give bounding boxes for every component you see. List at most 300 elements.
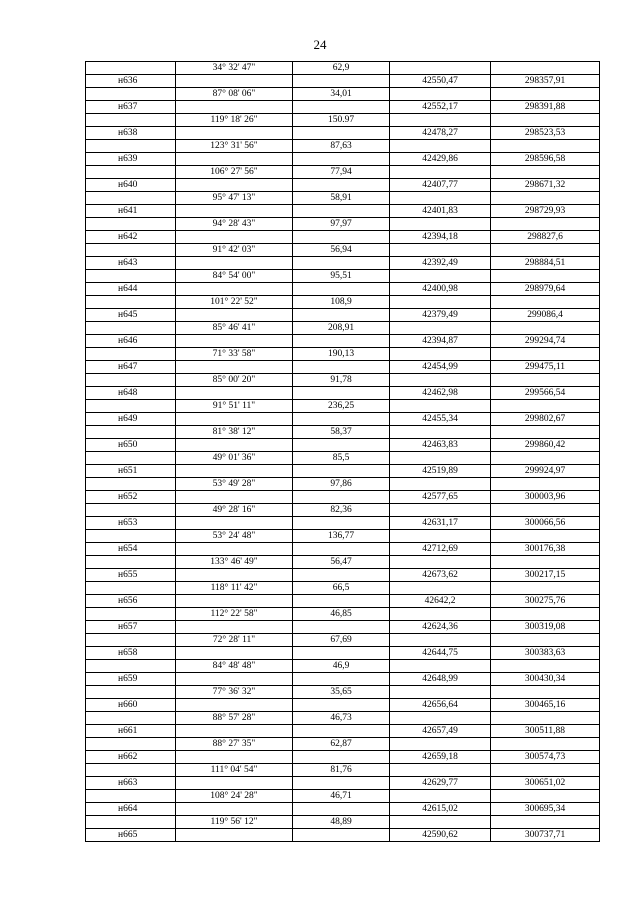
x-coordinate-cell: 42673,62 (390, 569, 491, 582)
x-coordinate-cell: 42429,86 (390, 153, 491, 166)
empty-cell (86, 608, 176, 621)
empty-cell (491, 374, 600, 387)
empty-cell (176, 803, 293, 816)
empty-cell (491, 530, 600, 543)
segment-length-cell: 46,9 (293, 660, 390, 673)
point-name-cell: н659 (86, 673, 176, 686)
segment-row (86, 192, 600, 205)
empty-cell (86, 166, 176, 179)
y-coordinate-cell: 298671,32 (491, 179, 600, 192)
empty-cell (86, 296, 176, 309)
empty-cell (390, 504, 491, 517)
empty-cell (390, 738, 491, 751)
empty-cell (491, 764, 600, 777)
point-row (86, 725, 600, 738)
empty-cell (176, 491, 293, 504)
empty-cell (176, 699, 293, 712)
empty-cell (176, 309, 293, 322)
y-coordinate-cell: 300511,88 (491, 725, 600, 738)
direction-angle-cell: 94° 28' 43" (176, 218, 293, 231)
y-coordinate-cell: 299566,54 (491, 387, 600, 400)
x-coordinate-cell: 42590,62 (390, 829, 491, 842)
point-name-cell: н649 (86, 413, 176, 426)
point-row (86, 231, 600, 244)
point-row (86, 751, 600, 764)
empty-cell (293, 543, 390, 556)
segment-length-cell: 46,85 (293, 608, 390, 621)
y-coordinate-cell: 299475,11 (491, 361, 600, 374)
empty-cell (176, 179, 293, 192)
x-coordinate-cell: 42454,99 (390, 361, 491, 374)
empty-cell (86, 738, 176, 751)
x-coordinate-cell: 42519,89 (390, 465, 491, 478)
x-coordinate-cell: 42392,49 (390, 257, 491, 270)
y-coordinate-cell: 298729,93 (491, 205, 600, 218)
segment-length-cell: 46,73 (293, 712, 390, 725)
point-row (86, 621, 600, 634)
segment-row (86, 296, 600, 309)
y-coordinate-cell: 299924,97 (491, 465, 600, 478)
segment-row (86, 426, 600, 439)
empty-cell (293, 361, 390, 374)
empty-cell (390, 218, 491, 231)
empty-cell (86, 88, 176, 101)
empty-cell (86, 322, 176, 335)
coordinates-table (85, 61, 600, 842)
empty-cell (390, 478, 491, 491)
empty-cell (176, 335, 293, 348)
point-name-cell: н655 (86, 569, 176, 582)
empty-cell (86, 62, 176, 75)
direction-angle-cell: 119° 56' 12" (176, 816, 293, 829)
point-row (86, 413, 600, 426)
x-coordinate-cell: 42615,02 (390, 803, 491, 816)
empty-cell (491, 816, 600, 829)
direction-angle-cell: 118° 11' 42" (176, 582, 293, 595)
point-name-cell: н652 (86, 491, 176, 504)
empty-cell (176, 387, 293, 400)
segment-row (86, 712, 600, 725)
empty-cell (491, 452, 600, 465)
empty-cell (390, 88, 491, 101)
point-row (86, 647, 600, 660)
empty-cell (390, 322, 491, 335)
empty-cell (491, 322, 600, 335)
direction-angle-cell: 85° 00' 20" (176, 374, 293, 387)
direction-angle-cell: 133° 46' 49" (176, 556, 293, 569)
direction-angle-cell: 91° 42' 03" (176, 244, 293, 257)
empty-cell (293, 621, 390, 634)
empty-cell (491, 192, 600, 205)
segment-row (86, 478, 600, 491)
x-coordinate-cell: 42394,18 (390, 231, 491, 244)
point-name-cell: н653 (86, 517, 176, 530)
empty-cell (390, 712, 491, 725)
segment-row (86, 322, 600, 335)
empty-cell (293, 283, 390, 296)
x-coordinate-cell: 42455,34 (390, 413, 491, 426)
y-coordinate-cell: 299802,67 (491, 413, 600, 426)
segment-length-cell: 97,86 (293, 478, 390, 491)
page-number: 24 (313, 37, 327, 52)
segment-row (86, 738, 600, 751)
segment-row (86, 790, 600, 803)
y-coordinate-cell: 300465,16 (491, 699, 600, 712)
empty-cell (86, 270, 176, 283)
x-coordinate-cell: 42463,83 (390, 439, 491, 452)
empty-cell (293, 517, 390, 530)
point-name-cell: н647 (86, 361, 176, 374)
x-coordinate-cell: 42656,64 (390, 699, 491, 712)
segment-row (86, 816, 600, 829)
empty-cell (293, 231, 390, 244)
empty-cell (86, 816, 176, 829)
empty-cell (491, 738, 600, 751)
empty-cell (86, 452, 176, 465)
y-coordinate-cell: 300176,38 (491, 543, 600, 556)
empty-cell (390, 452, 491, 465)
empty-cell (176, 569, 293, 582)
empty-cell (491, 140, 600, 153)
y-coordinate-cell: 299294,74 (491, 335, 600, 348)
empty-cell (390, 660, 491, 673)
x-coordinate-cell: 42648,99 (390, 673, 491, 686)
point-name-cell: н656 (86, 595, 176, 608)
point-row (86, 283, 600, 296)
segment-row (86, 686, 600, 699)
point-name-cell: н651 (86, 465, 176, 478)
empty-cell (86, 582, 176, 595)
empty-cell (491, 88, 600, 101)
empty-cell (390, 400, 491, 413)
segment-length-cell: 77,94 (293, 166, 390, 179)
segment-row (86, 400, 600, 413)
empty-cell (176, 465, 293, 478)
empty-cell (86, 478, 176, 491)
y-coordinate-cell: 298523,53 (491, 127, 600, 140)
x-coordinate-cell: 42552,17 (390, 101, 491, 114)
segment-length-cell: 236,25 (293, 400, 390, 413)
empty-cell (176, 647, 293, 660)
empty-cell (293, 413, 390, 426)
point-name-cell: н657 (86, 621, 176, 634)
empty-cell (176, 153, 293, 166)
direction-angle-cell: 108° 24' 28" (176, 790, 293, 803)
segment-length-cell: 62,87 (293, 738, 390, 751)
segment-length-cell: 108,9 (293, 296, 390, 309)
empty-cell (390, 686, 491, 699)
empty-cell (176, 361, 293, 374)
point-row (86, 777, 600, 790)
empty-cell (293, 309, 390, 322)
segment-length-cell: 48,89 (293, 816, 390, 829)
segment-length-cell: 34,01 (293, 88, 390, 101)
empty-cell (390, 270, 491, 283)
empty-cell (86, 712, 176, 725)
empty-cell (390, 140, 491, 153)
point-name-cell: н641 (86, 205, 176, 218)
x-coordinate-cell: 42577,65 (390, 491, 491, 504)
empty-cell (86, 764, 176, 777)
empty-cell (293, 153, 390, 166)
empty-cell (293, 569, 390, 582)
empty-cell (293, 751, 390, 764)
direction-angle-cell: 49° 01' 36" (176, 452, 293, 465)
empty-cell (293, 257, 390, 270)
empty-cell (176, 439, 293, 452)
point-row (86, 361, 600, 374)
empty-cell (491, 400, 600, 413)
direction-angle-cell: 53° 24' 48" (176, 530, 293, 543)
point-row (86, 335, 600, 348)
segment-length-cell: 56,94 (293, 244, 390, 257)
empty-cell (176, 75, 293, 88)
point-row (86, 205, 600, 218)
empty-cell (86, 790, 176, 803)
y-coordinate-cell: 298357,91 (491, 75, 600, 88)
direction-angle-cell: 119° 18' 26" (176, 114, 293, 127)
point-name-cell: н640 (86, 179, 176, 192)
empty-cell (176, 725, 293, 738)
empty-cell (491, 686, 600, 699)
empty-cell (293, 439, 390, 452)
direction-angle-cell: 85° 46' 41" (176, 322, 293, 335)
segment-length-cell: 97,97 (293, 218, 390, 231)
direction-angle-cell: 72° 28' 11" (176, 634, 293, 647)
empty-cell (293, 673, 390, 686)
empty-cell (293, 595, 390, 608)
empty-cell (86, 192, 176, 205)
point-name-cell: н638 (86, 127, 176, 140)
point-row (86, 101, 600, 114)
y-coordinate-cell: 300217,15 (491, 569, 600, 582)
point-name-cell: н662 (86, 751, 176, 764)
empty-cell (176, 127, 293, 140)
empty-cell (86, 400, 176, 413)
segment-length-cell: 190,13 (293, 348, 390, 361)
empty-cell (293, 335, 390, 348)
segment-length-cell: 95,51 (293, 270, 390, 283)
x-coordinate-cell: 42631,17 (390, 517, 491, 530)
segment-row (86, 62, 600, 75)
segment-row (86, 244, 600, 257)
x-coordinate-cell: 42644,75 (390, 647, 491, 660)
segment-length-cell: 56,47 (293, 556, 390, 569)
empty-cell (86, 504, 176, 517)
empty-cell (176, 283, 293, 296)
y-coordinate-cell: 299860,42 (491, 439, 600, 452)
empty-cell (86, 114, 176, 127)
direction-angle-cell: 101° 22' 52" (176, 296, 293, 309)
segment-row (86, 504, 600, 517)
empty-cell (293, 387, 390, 400)
y-coordinate-cell: 300695,34 (491, 803, 600, 816)
empty-cell (293, 699, 390, 712)
segment-row (86, 556, 600, 569)
empty-cell (491, 504, 600, 517)
point-name-cell: н637 (86, 101, 176, 114)
empty-cell (176, 777, 293, 790)
direction-angle-cell: 91° 51' 11" (176, 400, 293, 413)
point-name-cell: н645 (86, 309, 176, 322)
empty-cell (293, 205, 390, 218)
empty-cell (390, 634, 491, 647)
segment-length-cell: 58,91 (293, 192, 390, 205)
direction-angle-cell: 84° 48' 48" (176, 660, 293, 673)
empty-cell (491, 634, 600, 647)
y-coordinate-cell: 300275,76 (491, 595, 600, 608)
segment-length-cell: 136,77 (293, 530, 390, 543)
point-name-cell: н658 (86, 647, 176, 660)
segment-row (86, 166, 600, 179)
empty-cell (86, 348, 176, 361)
empty-cell (293, 647, 390, 660)
empty-cell (491, 556, 600, 569)
segment-row (86, 452, 600, 465)
y-coordinate-cell: 300319,08 (491, 621, 600, 634)
segment-length-cell: 150.97 (293, 114, 390, 127)
y-coordinate-cell: 300430,34 (491, 673, 600, 686)
direction-angle-cell: 84° 54' 00" (176, 270, 293, 283)
empty-cell (176, 257, 293, 270)
direction-angle-cell: 77° 36' 32" (176, 686, 293, 699)
segment-row (86, 140, 600, 153)
empty-cell (86, 686, 176, 699)
empty-cell (491, 62, 600, 75)
empty-cell (293, 127, 390, 140)
direction-angle-cell: 34° 32' 47" (176, 62, 293, 75)
segment-row (86, 764, 600, 777)
y-coordinate-cell: 300066,56 (491, 517, 600, 530)
point-row (86, 75, 600, 88)
empty-cell (390, 426, 491, 439)
empty-cell (293, 829, 390, 842)
empty-cell (176, 205, 293, 218)
y-coordinate-cell: 300737,71 (491, 829, 600, 842)
x-coordinate-cell: 42659,18 (390, 751, 491, 764)
empty-cell (390, 608, 491, 621)
direction-angle-cell: 81° 38' 12" (176, 426, 293, 439)
segment-length-cell: 66,5 (293, 582, 390, 595)
direction-angle-cell: 95° 47' 13" (176, 192, 293, 205)
point-name-cell: н644 (86, 283, 176, 296)
point-name-cell: н663 (86, 777, 176, 790)
point-row (86, 803, 600, 816)
empty-cell (491, 296, 600, 309)
point-row (86, 543, 600, 556)
segment-row (86, 88, 600, 101)
point-name-cell: н664 (86, 803, 176, 816)
empty-cell (491, 582, 600, 595)
x-coordinate-cell: 42400,98 (390, 283, 491, 296)
empty-cell (491, 244, 600, 257)
point-row (86, 517, 600, 530)
x-coordinate-cell: 42629,77 (390, 777, 491, 790)
direction-angle-cell: 111° 04' 54" (176, 764, 293, 777)
empty-cell (293, 777, 390, 790)
empty-cell (390, 296, 491, 309)
empty-cell (176, 595, 293, 608)
empty-cell (293, 725, 390, 738)
empty-cell (176, 673, 293, 686)
empty-cell (86, 140, 176, 153)
segment-row (86, 374, 600, 387)
point-name-cell: н642 (86, 231, 176, 244)
segment-length-cell: 58,37 (293, 426, 390, 439)
empty-cell (491, 348, 600, 361)
segment-row (86, 608, 600, 621)
empty-cell (86, 634, 176, 647)
empty-cell (293, 491, 390, 504)
empty-cell (491, 218, 600, 231)
empty-cell (86, 556, 176, 569)
segment-length-cell: 62,9 (293, 62, 390, 75)
segment-row (86, 270, 600, 283)
point-row (86, 153, 600, 166)
empty-cell (176, 543, 293, 556)
segment-length-cell: 85,5 (293, 452, 390, 465)
empty-cell (491, 114, 600, 127)
segment-length-cell: 35,65 (293, 686, 390, 699)
segment-row (86, 114, 600, 127)
empty-cell (390, 348, 491, 361)
empty-cell (293, 465, 390, 478)
x-coordinate-cell: 42712,69 (390, 543, 491, 556)
segment-row (86, 218, 600, 231)
point-name-cell: н661 (86, 725, 176, 738)
segment-row (86, 660, 600, 673)
direction-angle-cell: 87° 08' 06" (176, 88, 293, 101)
point-row (86, 179, 600, 192)
segment-length-cell: 67,69 (293, 634, 390, 647)
point-row (86, 491, 600, 504)
empty-cell (86, 244, 176, 257)
coordinates-table-body (86, 62, 600, 842)
segment-length-cell: 46,71 (293, 790, 390, 803)
point-row (86, 127, 600, 140)
direction-angle-cell: 53° 49' 28" (176, 478, 293, 491)
empty-cell (293, 101, 390, 114)
direction-angle-cell: 106° 27' 56" (176, 166, 293, 179)
direction-angle-cell: 71° 33' 58" (176, 348, 293, 361)
point-name-cell: н646 (86, 335, 176, 348)
empty-cell (390, 244, 491, 257)
empty-cell (390, 556, 491, 569)
y-coordinate-cell: 299086,4 (491, 309, 600, 322)
empty-cell (176, 517, 293, 530)
point-name-cell: н639 (86, 153, 176, 166)
empty-cell (491, 790, 600, 803)
empty-cell (390, 62, 491, 75)
point-row (86, 257, 600, 270)
x-coordinate-cell: 42478,27 (390, 127, 491, 140)
point-row (86, 439, 600, 452)
empty-cell (176, 751, 293, 764)
x-coordinate-cell: 42394,87 (390, 335, 491, 348)
y-coordinate-cell: 300383,63 (491, 647, 600, 660)
point-row (86, 387, 600, 400)
empty-cell (491, 166, 600, 179)
y-coordinate-cell: 300574,73 (491, 751, 600, 764)
point-name-cell: н636 (86, 75, 176, 88)
point-name-cell: н650 (86, 439, 176, 452)
direction-angle-cell: 88° 57' 28" (176, 712, 293, 725)
direction-angle-cell: 112° 22' 58" (176, 608, 293, 621)
y-coordinate-cell: 298884,51 (491, 257, 600, 270)
segment-length-cell: 91,78 (293, 374, 390, 387)
y-coordinate-cell: 300003,96 (491, 491, 600, 504)
direction-angle-cell: 88° 27' 35" (176, 738, 293, 751)
